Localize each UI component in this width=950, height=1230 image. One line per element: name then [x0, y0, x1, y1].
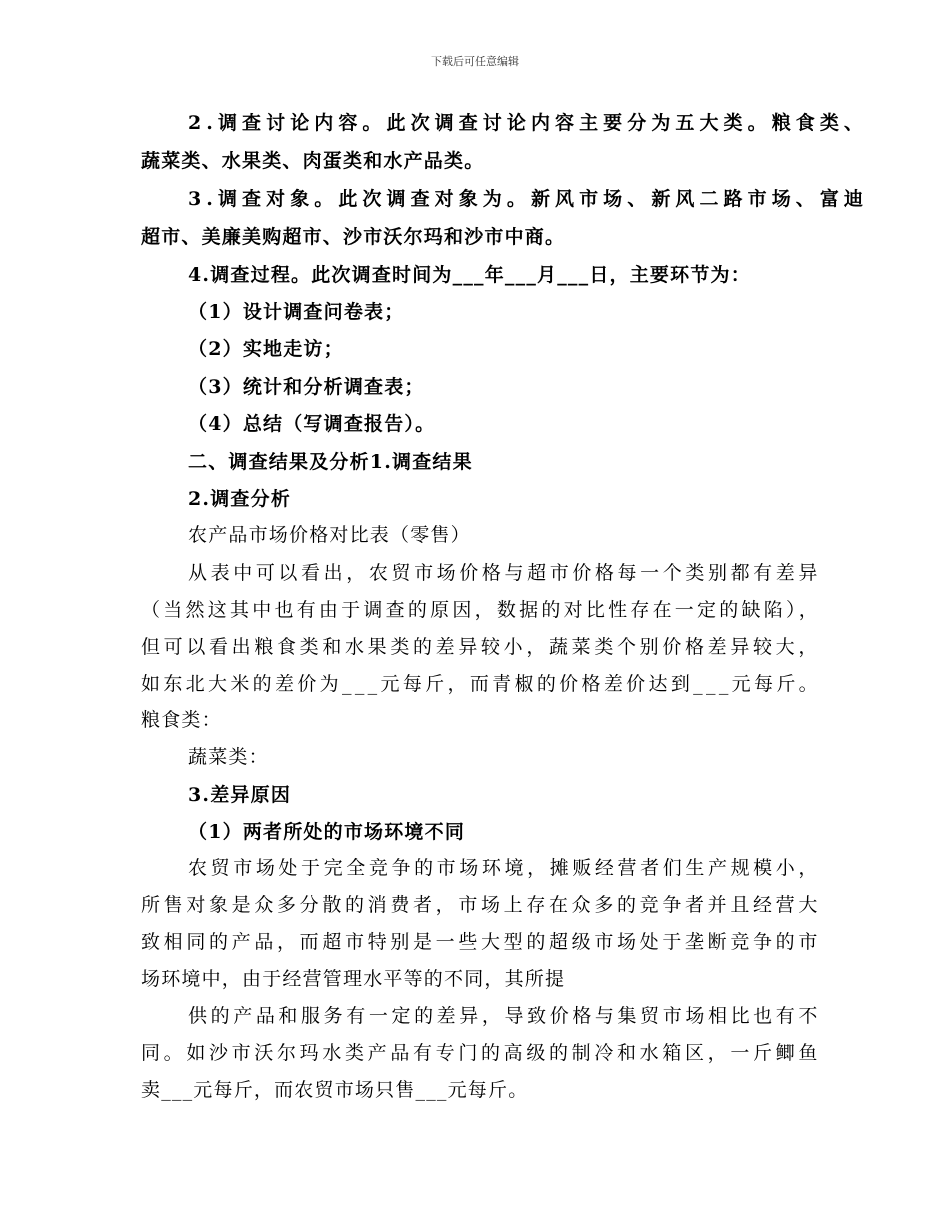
- text-line: 如东北大米的差价为___元每斤，而青椒的价格差价达到___元每斤。: [141, 673, 821, 695]
- text-line: 3.调查对象。此次调查对象为。新风市场、新风二路市场、富迪: [188, 188, 868, 210]
- page-header-note: 下载后可任意编辑: [431, 55, 519, 68]
- text-line: （当然这其中也有由于调查的原因，数据的对比性存在一定的缺陷），: [141, 599, 821, 621]
- text-line: 从表中可以看出，农贸市场价格与超市价格每一个类别都有差异: [188, 562, 821, 584]
- text-line: 致相同的产品，而超市特别是一些大型的超级市场处于垄断竞争的市: [141, 931, 821, 953]
- text-line: （2）实地走访；: [188, 338, 344, 360]
- text-line: 蔬菜类、水果类、肉蛋类和水产品类。: [141, 150, 485, 172]
- text-line: 蔬菜类：: [188, 746, 269, 768]
- text-line: 二、调查结果及分析1.调查结果: [188, 451, 473, 473]
- text-line: 超市、美廉美购超市、沙市沃尔玛和沙市中商。: [141, 226, 566, 248]
- text-line: 2.调查讨论内容。此次调查讨论内容主要分为五大类。粮食类、: [188, 112, 868, 134]
- text-line: 4.调查过程。此次调查时间为___年___月___日，主要环节为：: [188, 264, 751, 286]
- text-line: 粮食类：: [141, 709, 222, 731]
- text-line: 但可以看出粮食类和水果类的差异较小，蔬菜类个别价格差异较大，: [141, 636, 821, 658]
- text-line: （1）设计调查问卷表；: [188, 301, 405, 323]
- text-line: 供的产品和服务有一定的差异，导致价格与集贸市场相比也有不: [188, 1005, 821, 1027]
- text-line: （3）统计和分析调查表；: [188, 376, 425, 398]
- text-line: 2.调查分析: [188, 488, 292, 510]
- text-line: 农产品市场价格对比表（零售）: [188, 524, 471, 546]
- text-line: 卖___元每斤，而农贸市场只售___元每斤。: [141, 1079, 529, 1101]
- text-line: （4）总结（写调查报告）。: [188, 413, 436, 435]
- text-line: 所售对象是众多分散的消费者，市场上存在众多的竞争者并且经营大: [141, 894, 821, 916]
- text-line: 场环境中，由于经营管理水平等的不同，其所提: [141, 968, 566, 990]
- text-line: （1）两者所处的市场环境不同: [188, 821, 466, 843]
- text-line: 3.差异原因: [188, 784, 292, 806]
- text-line: 同。如沙市沃尔玛水类产品有专门的高级的制冷和水箱区，一斤鲫鱼: [141, 1042, 821, 1064]
- text-line: 农贸市场处于完全竞争的市场环境，摊贩经营者们生产规模小，: [188, 857, 821, 879]
